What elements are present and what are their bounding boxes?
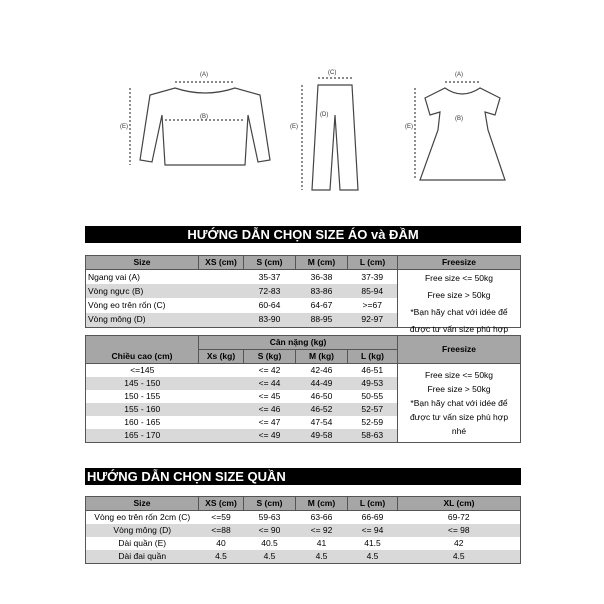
weight-header: Cân nặng (kg) [199, 336, 398, 350]
cell: Vòng mông (D) [86, 313, 199, 328]
cell: 35-37 [258, 271, 281, 282]
cell [199, 270, 244, 285]
pants-diagram [302, 78, 358, 190]
cell [199, 313, 244, 328]
cell: 58-63 [348, 429, 398, 443]
header-cell: M (cm) [296, 256, 348, 270]
note-line: được tư vấn size phù hợp [409, 324, 509, 334]
cell: 92-97 [348, 313, 398, 328]
cell: 85-94 [348, 284, 398, 298]
cell: 150 - 155 [124, 391, 161, 401]
note-line: Free size <= 50kg [424, 273, 494, 283]
cell: 64-67 [310, 300, 333, 311]
cell: <= 47 [258, 417, 281, 427]
cell: 83-86 [296, 284, 348, 298]
shirt-label-e: (E) [120, 124, 128, 130]
cell: 145 - 150 [86, 377, 199, 390]
cell: <= 94 [348, 524, 398, 537]
table-row [86, 537, 521, 550]
pants-label-d: (D) [320, 112, 329, 118]
cell: <= 92 [296, 524, 348, 537]
cell [199, 364, 244, 378]
table-row [86, 550, 521, 564]
cell: 4.5 [244, 550, 296, 564]
cell [199, 298, 244, 312]
cell: 59-63 [258, 512, 281, 522]
header-cell: XS (cm) [199, 497, 244, 511]
dress-label-b: (B) [455, 116, 463, 122]
pants-size-table [85, 496, 521, 564]
cell: 49-53 [348, 377, 398, 390]
header-cell: S (cm) [244, 497, 296, 511]
cell: <=145 [130, 365, 155, 375]
cell: Dài đai quần [86, 550, 199, 564]
note-line: *Bạn hãy chat với idée để [410, 307, 508, 317]
dress-label-a: (A) [455, 72, 463, 78]
cell: <=88 [199, 524, 244, 537]
cell [199, 403, 244, 416]
cell: 46-51 [361, 365, 384, 375]
cell: 63-66 [310, 512, 333, 522]
note-line: *Bạn hãy chat với idée để [410, 398, 508, 408]
cell: 72-83 [244, 284, 296, 298]
cell: 41 [316, 538, 327, 548]
cell: 83-90 [244, 313, 296, 328]
cell: Ngang vai (A) [88, 271, 140, 282]
table-row [86, 511, 521, 525]
table-row [86, 364, 521, 378]
freesize-header: Freesize [398, 336, 521, 364]
cell [199, 377, 244, 390]
header-cell: XL (cm) [398, 497, 521, 511]
cell: <= 98 [398, 524, 521, 537]
note-line: nhé [451, 426, 467, 436]
cell: <= 49 [244, 429, 296, 443]
cell: 66-69 [361, 512, 384, 522]
top-section-title: HƯỚNG DẪN CHỌN SIZE ÁO và ĐẦM [85, 226, 521, 243]
cell: 42-46 [310, 365, 333, 375]
freesize-note [398, 364, 521, 443]
cell: <= 44 [244, 377, 296, 390]
pants-label-e: (E) [290, 124, 298, 130]
cell: <= 45 [258, 391, 281, 401]
cell: 49-58 [296, 429, 348, 443]
cell: 4.5 [296, 550, 348, 564]
note-line: Free size > 50kg [427, 384, 491, 394]
cell: 88-95 [296, 313, 348, 328]
cell: 4.5 [348, 550, 398, 564]
shirt-diagram [130, 82, 270, 165]
shirt-label-b: (B) [200, 114, 208, 120]
cell: 4.5 [199, 550, 244, 564]
header-cell: Size [86, 256, 199, 270]
table-header [86, 256, 521, 270]
cell: 160 - 165 [124, 417, 161, 427]
cell [199, 390, 244, 403]
note-line: được tư vấn size phù hợp [409, 412, 509, 422]
cell: Vòng eo trên rốn 2cm (C) [94, 512, 191, 522]
freesize-note [398, 270, 521, 334]
garment-diagrams [120, 60, 520, 210]
cell [199, 416, 244, 429]
header-cell: Xs (kg) [199, 350, 244, 364]
top-size-table [85, 255, 521, 334]
header-cell: Size [86, 497, 199, 511]
note-line: Free size <= 50kg [425, 370, 494, 380]
cell: Vòng eo trên rốn (C) [88, 300, 166, 311]
cell: 40.5 [261, 538, 278, 548]
height-header: Chiều cao (cm) [86, 336, 199, 364]
cell: Vòng ngực (B) [86, 284, 199, 298]
cell: <= 90 [244, 524, 296, 537]
header-cell: Freesize [398, 256, 521, 270]
cell: 46-52 [296, 403, 348, 416]
cell: 36-38 [310, 271, 333, 282]
cell: 52-57 [348, 403, 398, 416]
weight-table [85, 335, 521, 443]
cell: 52-59 [361, 417, 384, 427]
cell: 155 - 160 [86, 403, 199, 416]
dress-diagram [415, 82, 505, 180]
header-cell: S (kg) [244, 350, 296, 364]
cell: 46-50 [310, 391, 333, 401]
pants-label-c: (C) [328, 70, 337, 76]
cell: >=67 [362, 300, 382, 311]
cell [199, 284, 244, 298]
pants-section-title: HƯỚNG DẪN CHỌN SIZE QUẦN [85, 468, 521, 485]
table-header [86, 497, 521, 511]
cell: 40 [216, 538, 226, 548]
table-row [86, 270, 521, 285]
header-cell: L (cm) [348, 497, 398, 511]
header-cell: M (kg) [296, 350, 348, 364]
cell: Vòng mông (D) [86, 524, 199, 537]
header-cell: S (cm) [244, 256, 296, 270]
shirt-label-a: (A) [200, 72, 208, 78]
note-line: Free size > 50kg [427, 290, 491, 300]
cell [199, 429, 244, 443]
dress-label-e: (E) [405, 124, 413, 130]
cell: 42 [454, 538, 464, 548]
header-cell: XS (cm) [199, 256, 244, 270]
cell: 44-49 [296, 377, 348, 390]
cell: 37-39 [361, 271, 384, 282]
cell: 50-55 [361, 391, 384, 401]
cell: 4.5 [398, 550, 521, 564]
cell: <=59 [211, 512, 231, 522]
cell: 69-72 [447, 512, 470, 522]
header-cell: M (cm) [296, 497, 348, 511]
table-row [86, 524, 521, 537]
cell: 60-64 [258, 300, 281, 311]
cell: <= 42 [258, 365, 281, 375]
cell: <= 46 [244, 403, 296, 416]
cell: 47-54 [310, 417, 333, 427]
header-cell: L (cm) [348, 256, 398, 270]
cell: 41.5 [364, 538, 381, 548]
cell: 165 - 170 [86, 429, 199, 443]
header-cell: L (kg) [348, 350, 398, 364]
cell: Dài quần (E) [118, 538, 167, 548]
